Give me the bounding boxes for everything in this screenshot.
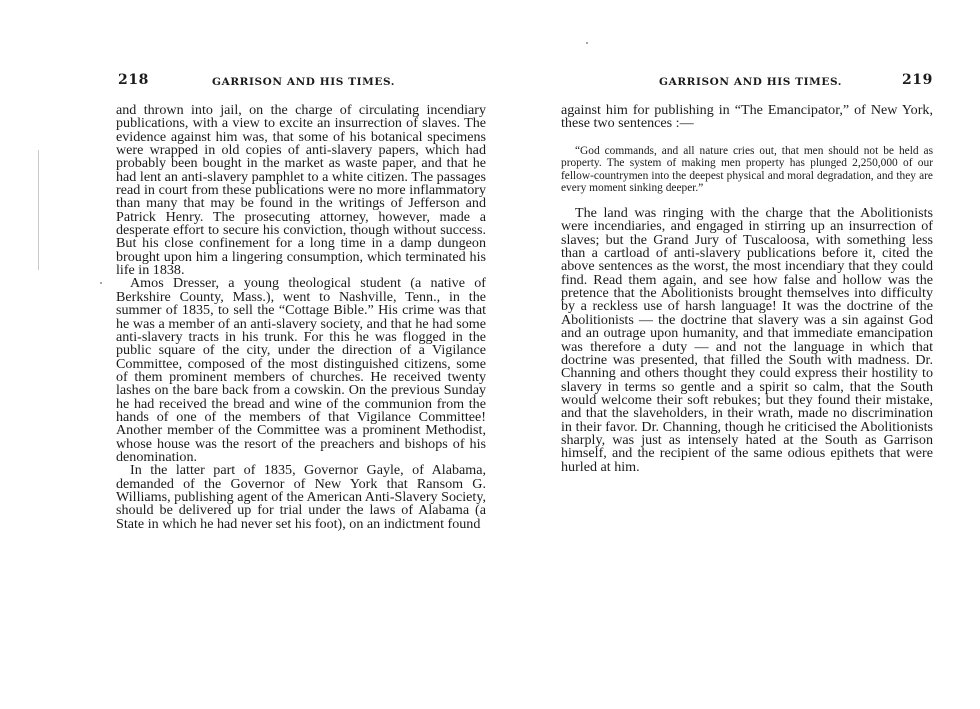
page-number: 218 (118, 72, 150, 88)
gutter-shadow (38, 150, 39, 270)
page-number: 219 (901, 72, 933, 88)
paragraph: Amos Dresser, a young theological student (a native of Berkshire County, Mass.), went to Nashville, Tenn., in the summer of 1835, to sell the “Cottage Bible.” His crime was that he was a member of an anti-slavery society, and that he had some anti-slavery tracts in his trunk. For this he was flogged in the public square of the city, under the direction of a Vigilance Committee, composed of the most distinguished citizens, some of them prominent members of churches. He received twenty lashes on the bare back from a cowskin. On the previous Sunday he had received the bread and wine of the communion from the hands of one of the members of that Vigilance Committee! Another member of the Committee was a prominent Methodist, whose house was the resort of the preachers and bishops of his denomination. (116, 275, 486, 465)
running-head-title: GARRISON AND HIS TIMES. (212, 76, 396, 88)
scan-speck (100, 282, 102, 284)
page-body (116, 104, 486, 531)
paragraph: and thrown into jail, on the charge of circulating incendiary publications, with a view to excite an insurrection of slaves. The evidence against him was, that some of his botanical specimens were wrapped in old copies of anti-slavery papers, which had probably been bought in the market as waste paper, and that he had lent an anti-slavery pamphlet to a white citizen. The passages read in court from these publications were no more inflammatory than many that may be found in the writings of Jefferson and Patrick Henry. The prosecuting attorney, however, made a desperate effort to secure his conviction, though without success. But his close confinement for a long time in a damp dungeon brought upon him a lingering consumption, which terminated his life in 1838. (116, 102, 486, 279)
paragraph: The land was ringing with the charge that the Abolitionists were incendiaries, and engaged in stirring up an insurrection of slaves; but the Grand Jury of Tuscaloosa, with something less than a cartload of anti-slavery publications before it, cited the above sentences as the worst, the most incendiary that they could find. Read them again, and see how false and hollow was the pretence that the Abolitionists brought themselves into difficulty by a reckless use of harsh language! It was the doctrine of the Abolitionists — the doctrine that slavery was a sin against God and an outrage upon humanity, and that immediate emancipation was therefore a duty — and not the language in which that doctrine was presented, that filled the South with madness. Dr. Channing and others thought they could express their hostility to slavery in terms so gentle and a spirit so calm, that the South would welcome their soft rebukes; but they found their mistake, and that the slaveholders, in their wrath, made no discrimination in their favor. Dr. Channing, though he criticised the Abolitionists sharply, was just as intensely hated at the South as Garrison himself, and the recipient of the same odious epithets that were hurled at him. (561, 205, 933, 475)
running-head (116, 72, 486, 94)
running-head (561, 72, 933, 94)
page-body (561, 104, 933, 474)
right-page (561, 72, 933, 474)
paragraph: In the latter part of 1835, Governor Gayle, of Alabama, demanded of the Governor of New York that Ransom G. Williams, publishing agent of the American Anti-Slavery Society, should be delivered up for trial under the laws of Alabama (a State in which he had never set his foot), on an indictment found (116, 462, 486, 532)
block-quote: “God commands, and all nature cries out, that men should not be held as property. The system of making men property has plunged 2,250,000 of our fellow-countrymen into the deepest physical and moral degradation, and they are every moment sinking deeper.” (561, 144, 933, 195)
left-page (116, 72, 486, 531)
paragraph: against him for publishing in “The Emancipator,” of New York, these two sentences :— (561, 102, 933, 132)
running-head-title: GARRISON AND HIS TIMES. (659, 76, 843, 88)
scan-speck (586, 42, 588, 44)
